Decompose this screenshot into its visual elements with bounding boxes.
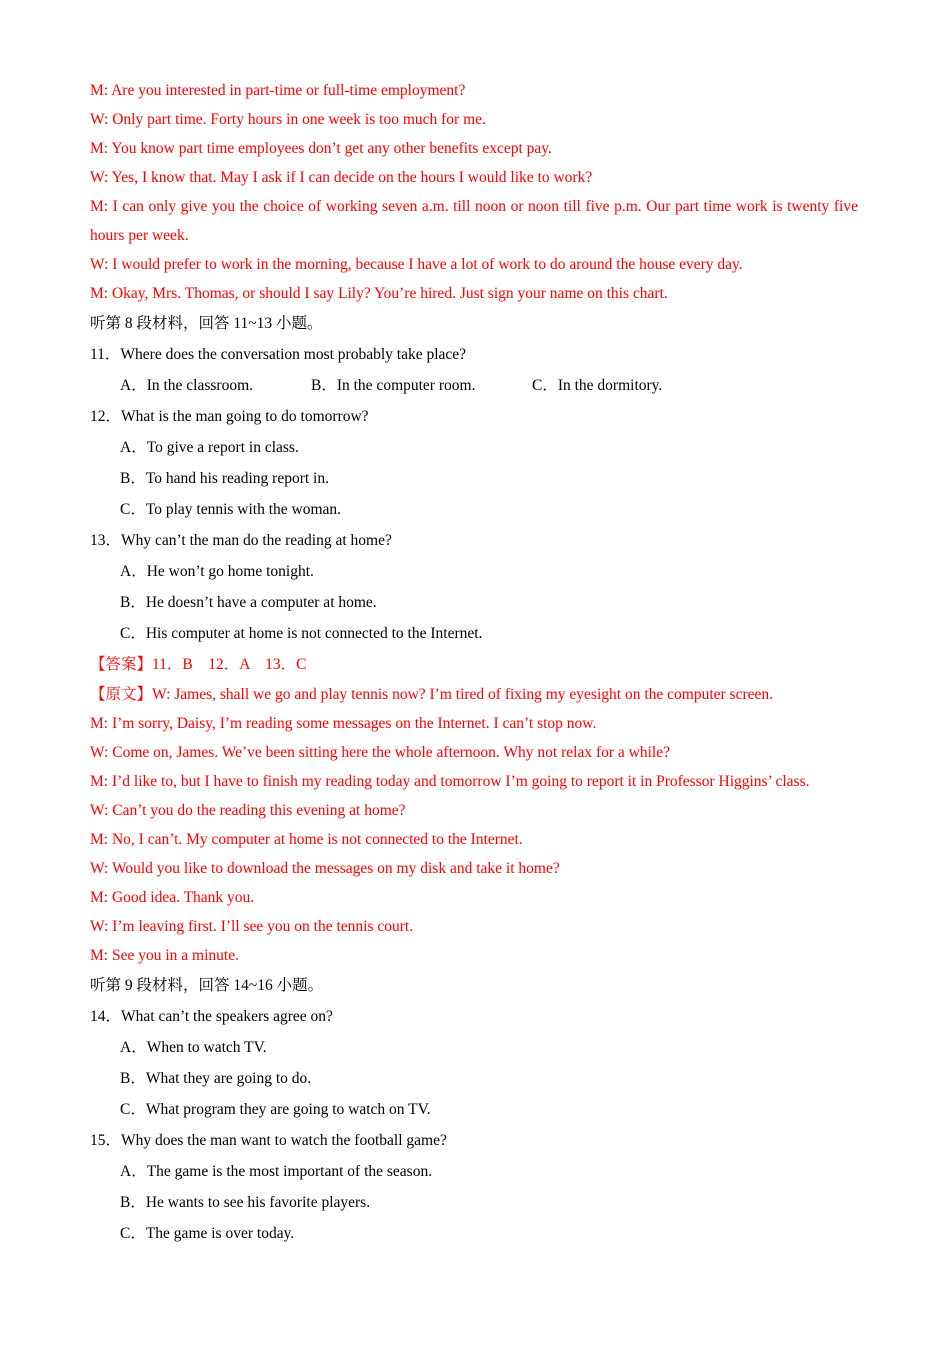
dialogue-line: W: Only part time. Forty hours in one week is too much for me. (90, 111, 486, 128)
question-stem: 14．What can’t the speakers agree on? (90, 1008, 333, 1025)
section-heading: 听第 9 段材料，回答 14~16 小题。 (90, 977, 324, 994)
question-stem: 11．Where does the conversation most probably take place? (90, 346, 467, 363)
transcript-label: 【原文】 (90, 686, 153, 703)
option: B．To hand his reading report in. (120, 470, 329, 487)
dialogue-line: M: I can only give you the choice of working seven a.m. till noon or noon till five p.m. Our part time work is twenty five hours per week. (90, 198, 858, 244)
dialogue-line: M: I’d like to, but I have to finish my reading today and tomorrow I’m going to report it in Professor Higgins’ class. (90, 773, 810, 790)
option: B．He wants to see his favorite players. (120, 1194, 371, 1211)
option: B．What they are going to do. (120, 1070, 312, 1087)
option: C．In the dormitory. (532, 377, 663, 394)
option: A．He won’t go home tonight. (120, 563, 314, 580)
dialogue-line: W: Would you like to download the messages on my disk and take it home? (90, 860, 560, 877)
dialogue-line: M: You know part time employees don’t get any other benefits except pay. (90, 140, 552, 157)
dialogue-line: M: I’m sorry, Daisy, I’m reading some messages on the Internet. I can’t stop now. (90, 715, 597, 732)
dialogue-line: W: Can’t you do the reading this evening at home? (90, 802, 406, 819)
option: C．His computer at home is not connected to the Internet. (120, 625, 483, 642)
dialogue-line: W: James, shall we go and play tennis now? I’m tired of fixing my eyesight on the computer screen. (152, 686, 773, 703)
dialogue-line: M: Are you interested in part-time or full-time employment? (90, 82, 466, 99)
document-content (90, 76, 858, 1249)
option: A．When to watch TV. (120, 1039, 267, 1056)
option: B．He doesn’t have a computer at home. (120, 594, 377, 611)
dialogue-line: M: Okay, Mrs. Thomas, or should I say Lily? You’re hired. Just sign your name on this chart. (90, 285, 668, 302)
dialogue-line: M: See you in a minute. (90, 947, 239, 964)
question-stem: 15．Why does the man want to watch the football game? (90, 1132, 447, 1149)
option: C．The game is over today. (120, 1225, 295, 1242)
dialogue-line: W: Come on, James. We’ve been sitting here the whole afternoon. Why not relax for a while? (90, 744, 670, 761)
option: C．What program they are going to watch on TV. (120, 1101, 431, 1118)
dialogue-line: W: Yes, I know that. May I ask if I can decide on the hours I would like to work? (90, 169, 593, 186)
question-stem: 12．What is the man going to do tomorrow? (90, 408, 369, 425)
option: C．To play tennis with the woman. (120, 501, 342, 518)
transcript-first-line (90, 680, 858, 709)
dialogue-line: M: Good idea. Thank you. (90, 889, 255, 906)
option: A．In the classroom. (120, 377, 254, 394)
dialogue-line: M: No, I can’t. My computer at home is not connected to the Internet. (90, 831, 523, 848)
option: A．To give a report in class. (120, 439, 299, 456)
answer-key: 【答案】11．B 12．A 13．C (90, 656, 307, 673)
option: B．In the computer room. (311, 377, 476, 394)
dialogue-line: W: I would prefer to work in the morning, because I have a lot of work to do around the house every day. (90, 256, 743, 273)
dialogue-line: W: I’m leaving first. I’ll see you on the tennis court. (90, 918, 414, 935)
option-row (90, 370, 858, 401)
section-heading: 听第 8 段材料，回答 11~13 小题。 (90, 315, 323, 332)
question-stem: 13．Why can’t the man do the reading at home? (90, 532, 392, 549)
option: A．The game is the most important of the season. (120, 1163, 433, 1180)
